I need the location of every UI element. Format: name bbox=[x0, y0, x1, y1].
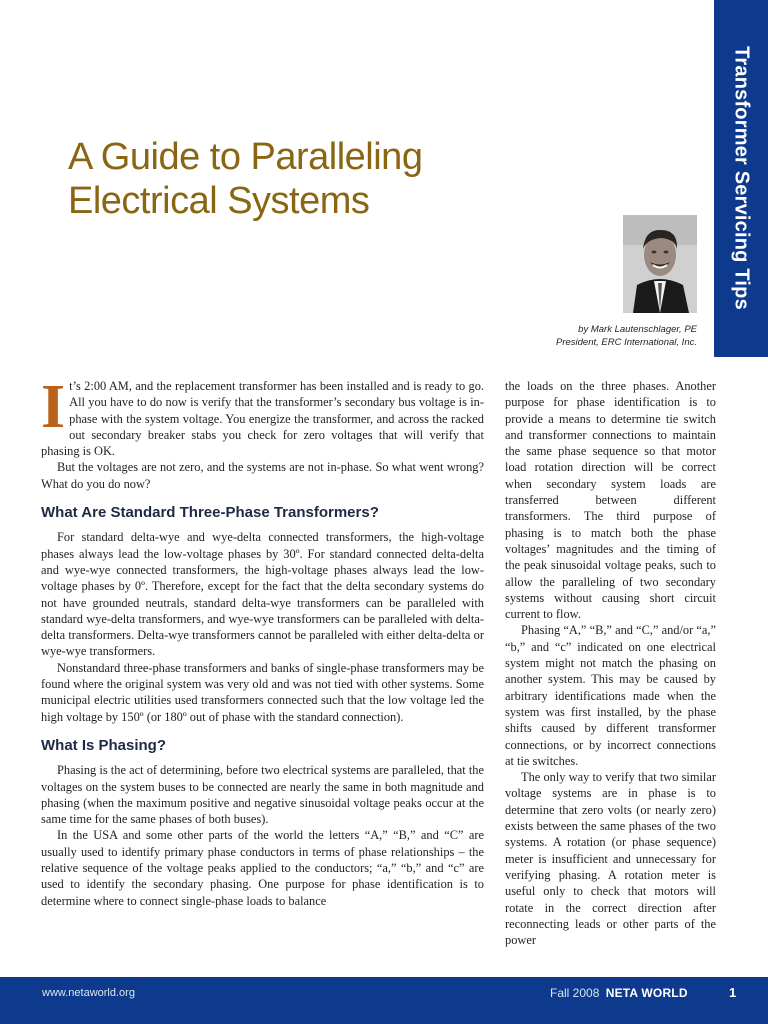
footer-issue-date: Fall 2008 bbox=[550, 986, 600, 1000]
side-banner-text: Transformer Servicing Tips bbox=[730, 46, 753, 310]
side-banner bbox=[714, 0, 768, 357]
footer-issue bbox=[550, 986, 688, 1000]
intro-paragraph-1 bbox=[41, 373, 484, 459]
intro-text-1: t’s 2:00 AM, and the replacement transformer has been installed and is ready to go. All you have to do now is verify that the transformer’s secondary bus voltage is in-phase with the system voltage. You energize the transformer, and across the racked out secondary breaker stabs you check for zero voltages that will verify that phasing is OK. bbox=[41, 379, 484, 459]
author-name: by Mark Lautenschlager, PE bbox=[578, 324, 697, 335]
right-paragraph-3: The only way to verify that two similar voltage systems are in phase is to determine that zero volts (or nearly zero) exists between the same phases of the two systems. A rotation (or phase sequence) meter is insufficient and unnecessary for verifying phasing. A rotation meter is useful only to check that motors will rotate in the correct direction after reconnecting leads or other parts of the power bbox=[505, 770, 716, 948]
section2-paragraph-2: In the USA and some other parts of the world the letters “A,” “B,” and “C” are usually used to identify primary phase conductors in terms of phase relationships – the relative sequence of the voltage peaks applied to the conductors; “a,” “b,” and “c” are used to identify the secondary phasing. One purpose for phase identification is to determine where to connect single-phase loads to balance bbox=[41, 828, 484, 908]
section2-paragraph-1: Phasing is the act of determining, before two electrical systems are paralleled, that the voltages on the system buses to be connected are nearly the same in both magnitude and phasing (when the maximum positive and negative sinusoidal voltage peaks occur at the same time for the same phases of both buses). bbox=[41, 763, 484, 827]
article-title: A Guide to Paralleling Electrical Systems bbox=[68, 136, 423, 222]
page-number: 1 bbox=[729, 985, 737, 1000]
right-column bbox=[505, 378, 716, 948]
section-heading-what-is-phasing: What Is Phasing? bbox=[41, 736, 167, 754]
section1-paragraph-1: For standard delta-wye and wye-delta connected transformers, the high-voltage phases always lead the low-voltage phases by 30º. For standard connected delta-delta and wye-wye connected transformers, the high-voltage phases always lead the low-voltage phases by 0º. Therefore, except for the fact that the delta secondary systems do not have grounded neutrals, standard delta-wye transformers can be paralleled with standard wye-delta transformers, and wye-wye transformers can be paralleled with delta-delta transformers. Delta-wye transformers cannot be paralleled with either delta-delta or wye-wye transformers. bbox=[41, 530, 484, 659]
right-paragraph-2: Phasing “A,” “B,” and “C,” and/or “a,” “b,” and “c” indicated on one electrical system might not match the phasing on another system. This may be caused by arbitrary identifications made when the system was first installed, by the phase shifts caused by different transformer connections, or by incorrect connections at tie switches. bbox=[505, 623, 716, 768]
right-paragraph-1: the loads on the three phases. Another purpose for phase identification is to provide a means to determine tie switch and transformer connections to maintain the same phase sequence so that motor load rotation direction will be correct when secondary system loads are transferred between different transformers. The third purpose of phasing is to match both the phase voltages’ magnitudes and the timing of the peak sinusoidal voltage peaks, such to allow the paralleling of two secondary systems without causing short circuit current to flow. bbox=[505, 379, 716, 622]
byline bbox=[437, 323, 697, 349]
intro-paragraph-2: But the voltages are not zero, and the systems are not in-phase. So what went wrong? What do you do now? bbox=[41, 460, 484, 491]
page-footer bbox=[0, 977, 768, 1024]
footer-magazine-name: NETA WORLD bbox=[605, 986, 688, 1000]
author-photo bbox=[623, 215, 697, 313]
drop-cap: I bbox=[41, 373, 66, 441]
section1-paragraph-2: Nonstandard three-phase transformers and banks of single-phase transformers may be found where the original system was very old and was not tied with other systems. Some municipal electric utilities used transformers connected such that the low voltage led the high voltage by 150º (or 180º out of phase with the standard connection). bbox=[41, 660, 484, 724]
section-heading-standard-transformers: What Are Standard Three-Phase Transformers? bbox=[41, 504, 379, 522]
left-column bbox=[41, 373, 484, 909]
author-position: President, ERC International, Inc. bbox=[556, 337, 697, 348]
footer-url-link[interactable]: www.netaworld.org bbox=[42, 987, 135, 999]
